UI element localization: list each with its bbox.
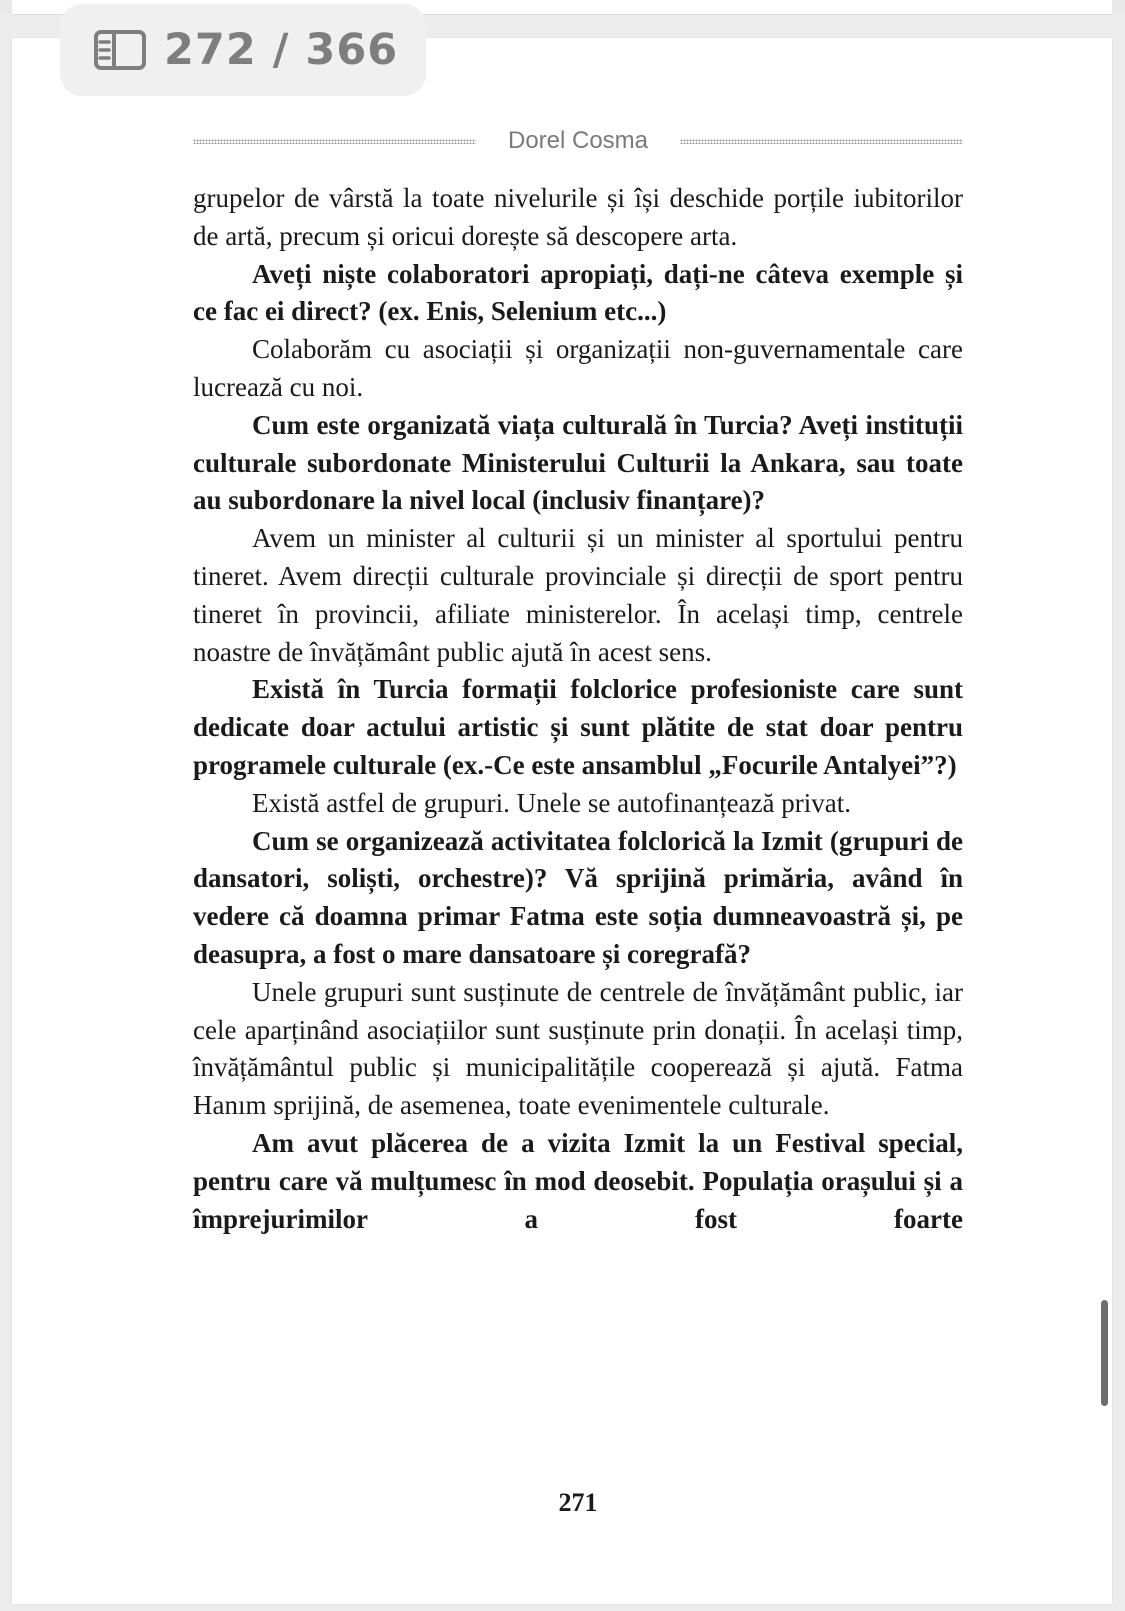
answer-paragraph: Avem un minister al culturii și un minister al sportului pentru tineret. Avem direcții culturale provinciale și direcții de sport pentru tineret în provincii, afiliate ministerelor. În același timp, centrele noastre de învățământ public ajută în acest sens. <box>193 523 963 667</box>
scrollbar-thumb[interactable] <box>1101 1300 1108 1406</box>
question-paragraph: Am avut plăcerea de a vizita Izmit la un Festival special, pentru care vă mulțumesc în mod deosebit. Populația orașului și a împrejurimilor a fost foarte <box>193 1127 963 1234</box>
page-indicator[interactable] <box>60 4 426 96</box>
header-author: Dorel Cosma <box>507 127 649 154</box>
answer-paragraph: Colaborăm cu asociații și organizații non-guvernamentale care lucrează cu noi. <box>193 334 963 402</box>
book-icon <box>94 30 146 70</box>
running-header <box>193 126 963 156</box>
header-rule-right <box>680 139 963 144</box>
question-paragraph: Cum este organizată viața culturală în Turcia? Aveți instituții culturale subordonate Ministerului Culturii la Ankara, sau toate au subordonare la nivel local (inclusiv finanțare)? <box>193 409 963 516</box>
answer-paragraph: Există astfel de grupuri. Unele se autofinanțează privat. <box>252 787 852 818</box>
page-number: 271 <box>558 1488 598 1517</box>
question-paragraph: Cum se organizează activitatea folclorică la Izmit (grupuri de dansatori, soliști, orchestre)? Vă sprijină primăria, având în vedere că doamna primar Fatma este soția dumneavoastră și, pe deasupra, a fost o mare dansatoare și coregrafă? <box>193 825 963 969</box>
page-text <box>193 180 963 1238</box>
answer-paragraph: Unele grupuri sunt susținute de centrele de învățământ public, iar cele aparținând asociațiilor sunt susținute prin donații. În același timp, învățământul public și municipalitățile cooperează și ajută. Fatma Hanım sprijină, de asemenea, toate evenimentele culturale. <box>193 976 963 1121</box>
question-paragraph: Aveți niște colaboratori apropiați, dați-ne câteva exemple și ce fac ei direct? (ex. Enis, Selenium etc...) <box>193 258 963 327</box>
paragraph-continuation: grupelor de vârstă la toate nivelurile și își deschide porțile iubitorilor de artă, precum și oricui dorește să descopere arta. <box>193 183 963 251</box>
header-rule-left <box>193 139 476 144</box>
page-count-text: 272 / 366 <box>164 25 399 75</box>
question-paragraph: Există în Turcia formații folclorice profesioniste care sunt dedicate doar actului artistic și sunt plătite de stat doar pentru programele culturale (ex.-Ce este ansamblul „Focurile Antalyei”?) <box>193 674 963 780</box>
